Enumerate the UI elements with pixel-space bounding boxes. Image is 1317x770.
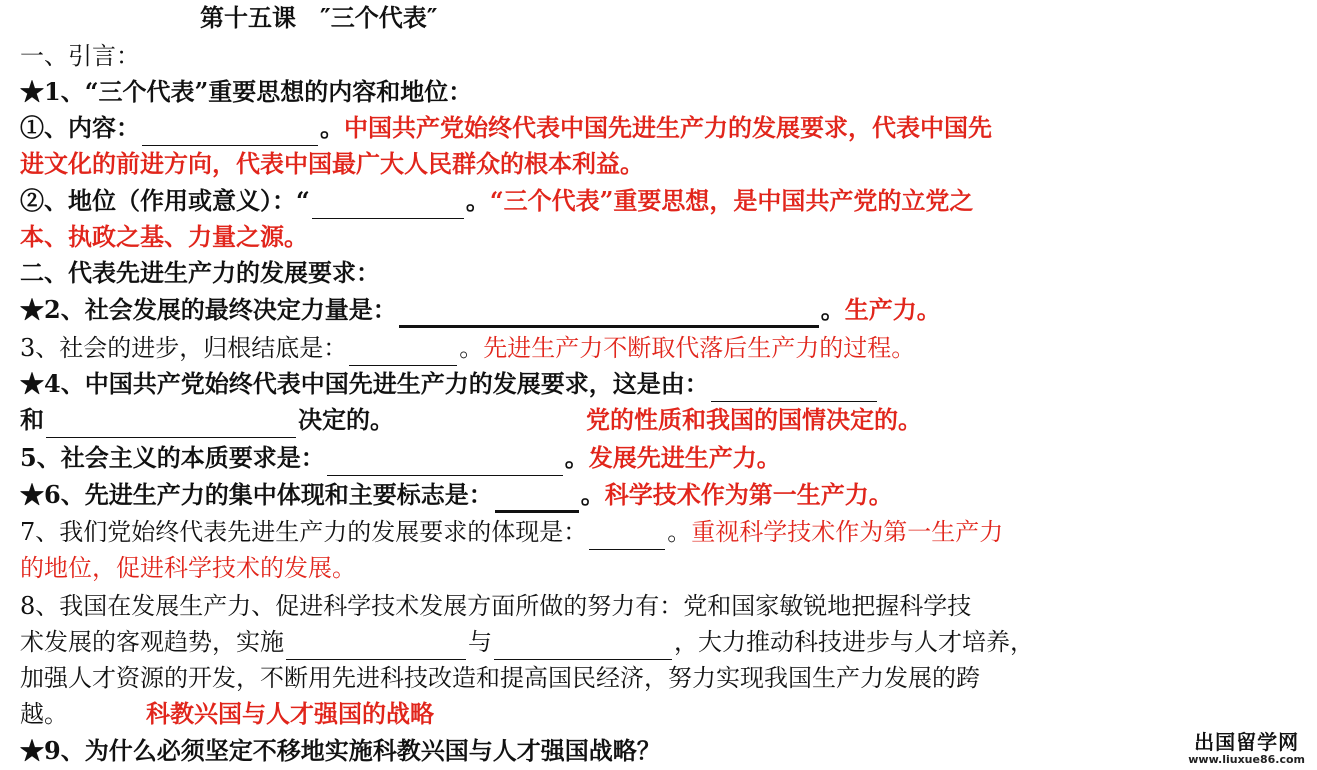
q5-answer: 发展先进生产力。	[588, 443, 781, 472]
q1-content-answer: 中国共产党始终代表中国先进生产力的发展要求，代表中国先	[344, 113, 992, 142]
q7-answer-cont: 的地位，促进科学技术的发展。	[20, 554, 356, 582]
q4-text: ★4、中国共产党始终代表中国先进生产力的发展要求，这是由：	[20, 369, 709, 398]
q8-line-2-b: 与	[468, 628, 492, 656]
q4-row-cont	[20, 402, 394, 438]
q7-text: 7、我们党始终代表先进生产力的发展要求的体现是：	[20, 518, 588, 546]
q5-text: 5、社会主义的本质要求是：	[20, 443, 325, 472]
q2-text: ★2、社会发展的最终决定力量是：	[20, 295, 397, 324]
q1-content-sep: 。	[320, 113, 344, 142]
q1-content-blank[interactable]	[142, 119, 318, 146]
q4-answer: 党的性质和我国的国情决定的。	[586, 405, 922, 434]
watermark-url: www.liuxue86.com	[1188, 753, 1305, 766]
q7-row	[20, 514, 1003, 550]
q8-answer: 科教兴国与人才强国的战略	[146, 699, 434, 728]
q8-line-1: 8、我国在发展生产力、促进科学技术发展方面所做的努力有：党和国家敏锐地把握科学技	[20, 592, 972, 620]
q8-line-2	[20, 624, 1034, 660]
section-part2-heading: 二、代表先进生产力的发展要求：	[20, 258, 380, 287]
q6-row	[20, 477, 893, 513]
q2-sep: 。	[820, 295, 845, 324]
q3-sep: 。	[459, 334, 484, 362]
q9-heading: ★9、为什么必须坚定不移地实施科教兴国与人才强国战略？	[20, 736, 661, 765]
q8-line-4: 越。	[20, 700, 68, 728]
q7-answer: 重视科学技术作为第一生产力	[691, 518, 1004, 546]
section-intro-heading: 一、引言：	[20, 42, 140, 70]
q4-he: 和	[20, 405, 44, 434]
q1-status-label: ②、地位（作用或意义）：“	[20, 186, 310, 215]
watermark-name: 出国留学网	[1194, 730, 1300, 754]
q1-content-label: ①、内容：	[20, 113, 140, 142]
q1-status-sep: 。	[465, 186, 490, 215]
q7-sep: 。	[667, 518, 692, 546]
q8-blank-2[interactable]	[494, 633, 672, 660]
lesson-title: 第十五课 ″三个代表″	[200, 3, 438, 32]
q4-blank-1[interactable]	[711, 375, 877, 402]
q3-row	[20, 330, 915, 366]
q4-row	[20, 366, 879, 402]
q3-text: 3、社会的进步，归根结底是：	[20, 334, 348, 362]
q1-status-answer: “三个代表”重要思想，是中国共产党的立党之	[489, 186, 974, 215]
q8-blank-1[interactable]	[286, 633, 466, 660]
watermark-logo	[1188, 731, 1305, 766]
q8-line-2-a: 术发展的客观趋势，实施	[20, 628, 284, 656]
q6-text: ★6、先进生产力的集中体现和主要标志是：	[20, 480, 493, 509]
q7-blank[interactable]	[589, 523, 665, 550]
q8-line-3: 加强人才资源的开发，不断用先进科技改造和提高国民经济，努力实现我国生产力发展的跨	[20, 664, 980, 692]
q1-status-row	[20, 183, 973, 219]
q6-answer: 科学技术作为第一生产力。	[604, 480, 893, 509]
q1-heading: ★1、“三个代表”重要思想的内容和地位：	[20, 77, 473, 106]
q1-content-row	[20, 110, 992, 146]
q5-sep: 。	[564, 443, 589, 472]
q2-answer: 生产力。	[844, 295, 941, 324]
q1-status-answer-cont: 本、执政之基、力量之源。	[20, 222, 308, 251]
q8-line-2-c: ，大力推动科技进步与人才培养，	[674, 628, 1034, 656]
q6-sep: 。	[580, 480, 605, 509]
q2-blank[interactable]	[399, 299, 819, 328]
q6-blank[interactable]	[495, 484, 579, 513]
q3-blank[interactable]	[349, 339, 457, 366]
q1-status-blank[interactable]	[312, 192, 464, 219]
q5-blank[interactable]	[327, 449, 563, 476]
q4-end: 决定的。	[298, 405, 394, 434]
q1-content-answer-cont: 进文化的前进方向，代表中国最广大人民群众的根本利益。	[20, 149, 644, 178]
q3-answer: 先进生产力不断取代落后生产力的过程。	[483, 334, 916, 362]
q4-blank-2[interactable]	[46, 411, 296, 438]
q2-row	[20, 292, 941, 328]
q5-row	[20, 440, 781, 476]
